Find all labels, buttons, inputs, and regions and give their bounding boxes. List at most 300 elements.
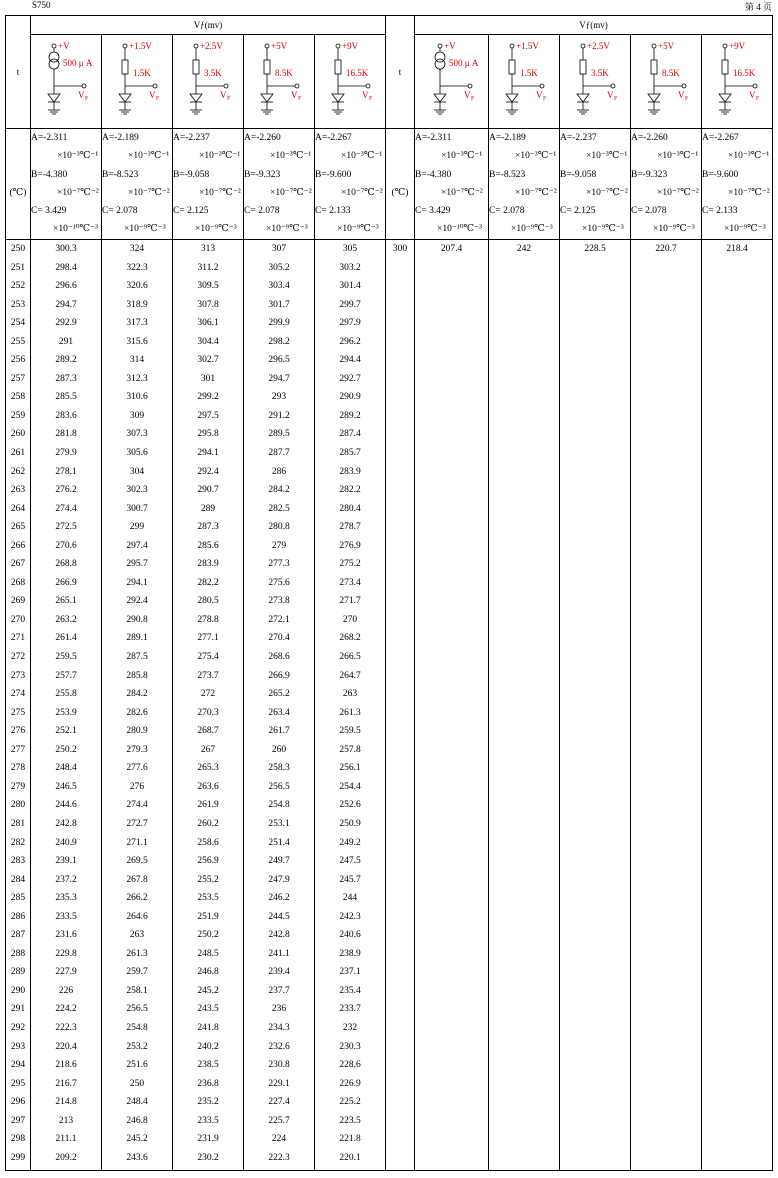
value: 289: [200, 503, 216, 514]
value: 287.3: [197, 522, 219, 533]
value: 211.1: [55, 1134, 77, 1145]
value: 295.7: [126, 559, 148, 570]
coefficient-a: A=-2.237: [560, 133, 597, 143]
value: 259.5: [339, 726, 361, 737]
value: 235.3: [55, 893, 77, 904]
value: 250.2: [55, 744, 77, 755]
element-label: 3.5K: [204, 67, 222, 78]
t-header-right: t: [386, 16, 415, 129]
value: 292.7: [339, 373, 361, 384]
coefficient-c-unit: ×10⁻⁹℃⁻³: [582, 224, 624, 235]
value: 258: [10, 392, 26, 403]
value: 251.9: [197, 911, 219, 922]
value: 263: [342, 689, 358, 700]
value: 257.7: [55, 670, 77, 681]
value: 285.6: [197, 540, 219, 551]
vf-temperature-table: [5, 15, 773, 1171]
value: 256.5: [126, 1004, 148, 1015]
value: 248.4: [126, 1097, 148, 1108]
value: 270.6: [55, 540, 77, 551]
value: 233.5: [55, 911, 77, 922]
value: 225.7: [268, 1115, 290, 1126]
coefficient-b: B=-9.600: [315, 169, 352, 180]
value: 311.2: [197, 262, 219, 273]
circuit-diagram: [318, 40, 382, 124]
value: 300: [392, 244, 408, 254]
value: 252.6: [339, 800, 361, 811]
value: 297.4: [126, 540, 148, 551]
supply-label: +V: [58, 40, 70, 51]
vf-label: V: [362, 89, 369, 100]
value: 280.9: [126, 726, 148, 737]
value: 232.6: [268, 1041, 290, 1052]
circuit-diagram: [420, 40, 484, 124]
value: 286: [10, 911, 26, 922]
temperature-column-left: [6, 240, 31, 1171]
vf-column-left-2: [102, 240, 173, 1171]
value: 309: [129, 410, 145, 421]
value: 207.4: [440, 244, 463, 254]
value: 307.3: [126, 429, 148, 440]
value: 245.2: [197, 985, 219, 996]
value: 227.9: [55, 967, 77, 978]
element-label: 500 μ A: [63, 57, 93, 68]
value: 287.7: [268, 448, 290, 459]
unit-cell: (℃): [6, 129, 31, 240]
value: 237.1: [339, 967, 361, 978]
value: 223.5: [339, 1115, 361, 1126]
coefficient-c-unit: ×10⁻⁹℃⁻³: [337, 224, 379, 235]
value: 227.4: [268, 1097, 290, 1108]
value: 274: [10, 689, 26, 700]
value: 276: [10, 726, 26, 737]
temperature-column-right: [386, 240, 415, 1171]
value: 256.9: [197, 856, 219, 867]
value: 280.8: [268, 522, 290, 533]
value: 258.6: [197, 837, 219, 848]
value: 261.3: [339, 707, 361, 718]
circuit-cell-right-5: [702, 35, 773, 129]
coefficient-b-unit: ×10⁻⁷℃⁻²: [57, 187, 99, 198]
vf-column-right-2: [489, 240, 560, 1171]
value: 248.5: [197, 948, 219, 959]
value: 290.9: [339, 392, 361, 403]
value: 267: [200, 744, 216, 755]
coefficient-a-unit: ×10⁻³℃⁻¹: [586, 151, 628, 162]
value: 253.2: [126, 1041, 148, 1052]
value: 320.6: [126, 281, 148, 292]
value: 292.4: [197, 466, 219, 477]
value: 306.1: [197, 318, 219, 329]
value: 260: [10, 429, 26, 440]
value: 266.9: [55, 577, 77, 588]
value: 253.9: [55, 707, 77, 718]
value: 284.2: [268, 485, 290, 496]
value: 295: [10, 1078, 26, 1089]
value: 238.5: [197, 1060, 219, 1071]
svg-text:F: F: [685, 95, 689, 102]
coefficient-c: C= 2.133: [702, 206, 738, 217]
value: 278.8: [197, 614, 219, 625]
value: 322.3: [126, 262, 148, 273]
coefficient-b: B=-4.380: [31, 169, 68, 180]
vf-label: V: [749, 89, 756, 100]
coefficient-cell-left-1: [31, 129, 102, 240]
value: 261.4: [55, 633, 77, 644]
value: 260.2: [197, 818, 219, 829]
value: 214.8: [55, 1097, 77, 1108]
circuit-cell-right-4: [631, 35, 702, 129]
value: 220.4: [55, 1041, 77, 1052]
value: 299.7: [339, 299, 361, 310]
value: 282: [10, 837, 26, 848]
value: 261.7: [268, 726, 290, 737]
value: 240.6: [339, 930, 361, 941]
value: 250: [10, 244, 26, 254]
coefficient-b: B=-9.323: [244, 169, 281, 180]
value: 270.3: [197, 707, 219, 718]
vf-column-left-5: [315, 240, 386, 1171]
value: 237.7: [268, 985, 290, 996]
value: 222.3: [55, 1022, 77, 1033]
value: 230.2: [197, 1152, 219, 1163]
value: 250.2: [197, 930, 219, 941]
value: 249.2: [339, 837, 361, 848]
coefficient-c: C= 2.125: [560, 206, 596, 217]
value: 243.6: [126, 1152, 148, 1163]
vf-label: V: [78, 89, 85, 100]
circuit-diagram: [247, 40, 311, 124]
supply-label: +V: [443, 40, 456, 51]
value: 292: [10, 1022, 26, 1033]
value: 240.2: [197, 1041, 219, 1052]
page-label: 第 4 页: [744, 2, 772, 12]
coefficient-c-unit: ×10⁻⁹℃⁻³: [724, 224, 766, 235]
supply-label: +1.5V: [516, 40, 539, 51]
vf-column-left-3: [173, 240, 244, 1171]
value: 272.7: [126, 818, 148, 829]
value: 267.8: [126, 874, 148, 885]
value: 301: [200, 373, 216, 384]
value: 305.2: [268, 262, 290, 273]
circuit-diagram: [105, 40, 169, 124]
coefficient-a-unit: ×10⁻³℃⁻¹: [728, 151, 770, 162]
value: 251: [10, 262, 26, 273]
coefficient-b-unit: ×10⁻⁷℃⁻²: [515, 187, 557, 198]
vf-label: V: [463, 89, 470, 100]
value: 266.2: [126, 893, 148, 904]
value: 277.1: [197, 633, 219, 644]
circuit-cell-left-4: [244, 35, 315, 129]
value: 243.5: [197, 1004, 219, 1015]
element-label: 1.5K: [133, 67, 151, 78]
coefficient-a-unit: ×10⁻³℃⁻¹: [270, 151, 312, 162]
value: 238.9: [339, 948, 361, 959]
value: 244.6: [55, 800, 77, 811]
value: 265: [10, 522, 26, 533]
value: 259: [10, 410, 26, 421]
value: 315.6: [126, 336, 148, 347]
value: 232: [342, 1022, 358, 1033]
value: 314: [129, 355, 145, 366]
value: 218.6: [55, 1060, 77, 1071]
vf-column-left-1: [31, 240, 102, 1171]
value: 256.5: [268, 781, 290, 792]
coefficient-a: A=-2.260: [631, 133, 668, 143]
value: 275: [10, 707, 26, 718]
coefficient-c-unit: ×10⁻⁹℃⁻³: [195, 224, 237, 235]
svg-text:F: F: [614, 95, 618, 102]
value: 218.4: [726, 244, 748, 254]
value: 239.4: [268, 967, 290, 978]
value: 252: [10, 281, 26, 292]
value: 298.2: [268, 336, 290, 347]
value: 271: [10, 633, 26, 644]
coefficient-b: B=-9.323: [631, 169, 668, 180]
circuit-diagram: [176, 40, 240, 124]
coefficient-b-unit: ×10⁻⁷℃⁻²: [270, 187, 312, 198]
vf-label: V: [291, 89, 298, 100]
coefficient-c-unit: ×10⁻⁹℃⁻³: [124, 224, 166, 235]
value: 228.6: [339, 1060, 361, 1071]
coefficient-c: C= 3.429: [415, 206, 451, 217]
coefficient-cell-right-3: [560, 129, 631, 240]
value: 226.9: [339, 1078, 361, 1089]
value: 270: [342, 614, 358, 625]
coefficient-b-unit: ×10⁻⁷℃⁻²: [341, 187, 383, 198]
value: 228.5: [584, 244, 606, 254]
value: 303.2: [339, 262, 361, 273]
value: 294.1: [126, 577, 148, 588]
value: 255.2: [197, 874, 219, 885]
value: 222.3: [268, 1152, 290, 1163]
value: 245.7: [339, 874, 361, 885]
value: 257.8: [339, 744, 361, 755]
coefficient-c: C= 2.133: [315, 206, 351, 217]
value: 282.2: [339, 485, 361, 496]
circuit-cell-left-1: [31, 35, 102, 129]
value: 236: [271, 1004, 287, 1015]
coefficient-c: C= 3.429: [31, 206, 67, 217]
coefficient-c: C= 2.078: [631, 206, 667, 217]
value: 297: [10, 1115, 26, 1126]
circuit-cell-right-2: [489, 35, 560, 129]
value: 241.8: [197, 1022, 219, 1033]
supply-label: +5V: [658, 40, 675, 51]
value: 259.7: [126, 967, 148, 978]
element-label: 16.5K: [733, 67, 756, 78]
value: 268: [10, 577, 26, 588]
value: 272: [10, 652, 26, 663]
value: 264.7: [339, 670, 361, 681]
value: 263: [10, 485, 26, 496]
coefficient-a-unit: ×10⁻³℃⁻¹: [199, 151, 241, 162]
value: 254: [10, 318, 26, 329]
value: 279.3: [126, 744, 148, 755]
value: 242.3: [339, 911, 361, 922]
value: 254.8: [126, 1022, 148, 1033]
value: 226: [58, 985, 74, 996]
value: 324: [129, 244, 145, 254]
t-header-left: t: [6, 16, 31, 129]
value: 242.8: [268, 930, 290, 941]
value: 272.5: [55, 522, 77, 533]
value: 281.8: [55, 429, 77, 440]
coefficient-cell-left-5: [315, 129, 386, 240]
value: 290.7: [197, 485, 219, 496]
value: 253.1: [268, 818, 290, 829]
value: 268.2: [339, 633, 361, 644]
value: 282.5: [268, 503, 290, 514]
vf-column-right-1: [415, 240, 489, 1171]
value: 294.4: [339, 355, 361, 366]
value: 271.1: [126, 837, 148, 848]
svg-text:F: F: [156, 95, 160, 102]
vf-label: V: [149, 89, 156, 100]
svg-text:F: F: [756, 95, 760, 102]
value: 251.4: [268, 837, 290, 848]
value: 265.1: [55, 596, 77, 607]
vf-label: V: [678, 89, 685, 100]
coefficient-c: C= 2.078: [489, 206, 525, 217]
coefficient-b: B=-8.523: [102, 169, 139, 180]
value: 278.1: [55, 466, 77, 477]
value: 273.4: [339, 577, 361, 588]
value: 307.8: [197, 299, 219, 310]
supply-label: +2.5V: [587, 40, 610, 51]
value: 260: [271, 744, 287, 755]
value: 275.4: [197, 652, 219, 663]
vf-group-header-left: Vƒ(mv): [31, 16, 386, 35]
vf-column-right-4: [631, 240, 702, 1171]
coefficient-a-unit: ×10⁻³℃⁻¹: [341, 151, 383, 162]
element-label: 8.5K: [275, 67, 293, 78]
value: 242.8: [55, 818, 77, 829]
value: 239.1: [55, 856, 77, 867]
value: 253.5: [197, 893, 219, 904]
value: 254.4: [339, 781, 361, 792]
value: 317.3: [126, 318, 148, 329]
value: 273: [10, 670, 26, 681]
value: 286: [271, 466, 287, 477]
value: 291.2: [268, 410, 290, 421]
value: 269.5: [126, 856, 148, 867]
coefficient-a-unit: ×10⁻³℃⁻¹: [128, 151, 170, 162]
value: 305.6: [126, 448, 148, 459]
element-label: 3.5K: [591, 67, 609, 78]
value: 229.1: [268, 1078, 290, 1089]
value: 283.9: [197, 559, 219, 570]
value: 255.8: [55, 689, 77, 700]
value: 220.7: [655, 244, 677, 254]
coefficient-b: B=-9.600: [702, 169, 739, 180]
value: 294.7: [55, 299, 77, 310]
value: 246.8: [126, 1115, 148, 1126]
coefficient-cell-right-4: [631, 129, 702, 240]
coefficient-a: A=-2.267: [702, 133, 739, 143]
unit-cell: (℃): [386, 129, 415, 240]
value: 265.3: [197, 763, 219, 774]
value: 261.9: [197, 800, 219, 811]
coefficient-cell-left-3: [173, 129, 244, 240]
value: 290: [10, 985, 26, 996]
value: 263.4: [268, 707, 290, 718]
value: 271.7: [339, 596, 361, 607]
circuit-cell-left-2: [102, 35, 173, 129]
doc-code: S750: [32, 0, 51, 10]
value: 312.3: [126, 373, 148, 384]
value: 283.6: [55, 410, 77, 421]
value: 263.2: [55, 614, 77, 625]
coefficient-a-unit: ×10⁻³℃⁻¹: [515, 151, 557, 162]
circuit-cell-left-5: [315, 35, 386, 129]
value: 268.8: [55, 559, 77, 570]
value: 278: [10, 763, 26, 774]
value: 237.2: [55, 874, 77, 885]
coefficient-b: B=-4.380: [415, 169, 452, 180]
supply-label: +5V: [271, 40, 288, 51]
value: 272: [200, 689, 216, 700]
value: 280.5: [197, 596, 219, 607]
value: 221.8: [339, 1134, 361, 1145]
supply-label: +2.5V: [200, 40, 223, 51]
coefficient-b: B=-9.058: [173, 169, 210, 180]
value: 280.4: [339, 503, 361, 514]
value: 276.2: [55, 485, 77, 496]
value: 253: [10, 299, 26, 310]
value: 266.5: [339, 652, 361, 663]
value: 246.8: [197, 967, 219, 978]
vf-column-right-3: [560, 240, 631, 1171]
element-label: 16.5K: [346, 67, 369, 78]
coefficient-b-unit: ×10⁻⁷℃⁻²: [657, 187, 699, 198]
coefficient-a: A=-2.311: [31, 133, 68, 143]
value: 318.9: [126, 299, 148, 310]
coefficient-b: B=-9.058: [560, 169, 597, 180]
value: 313: [200, 244, 216, 254]
svg-text:F: F: [470, 95, 474, 102]
value: 294: [10, 1060, 26, 1071]
value: 281: [10, 818, 26, 829]
value: 263: [129, 930, 145, 941]
value: 283: [10, 856, 26, 867]
value: 279.9: [55, 448, 77, 459]
value: 268.7: [197, 726, 219, 737]
coefficient-cell-right-5: [702, 129, 773, 240]
value: 274.4: [55, 503, 77, 514]
value: 269: [10, 596, 26, 607]
value: 299: [10, 1152, 26, 1163]
value: 231.9: [197, 1134, 219, 1145]
value: 285.7: [339, 448, 361, 459]
value: 295.8: [197, 429, 219, 440]
value: 285.5: [55, 392, 77, 403]
value: 230.3: [339, 1041, 361, 1052]
coefficient-a: A=-2.260: [244, 133, 281, 143]
value: 300.7: [126, 503, 148, 514]
coefficient-cell-right-2: [489, 129, 560, 240]
value: 305: [342, 244, 358, 254]
value: 294.7: [268, 373, 290, 384]
coefficient-b-unit: ×10⁻⁷℃⁻²: [199, 187, 241, 198]
value: 240.9: [55, 837, 77, 848]
coefficient-c: C= 2.125: [173, 206, 209, 217]
value: 307: [271, 244, 287, 254]
value: 289: [10, 967, 26, 978]
circuit-cell-left-3: [173, 35, 244, 129]
coefficient-b-unit: ×10⁻⁷℃⁻²: [728, 187, 770, 198]
value: 296.6: [55, 281, 77, 292]
